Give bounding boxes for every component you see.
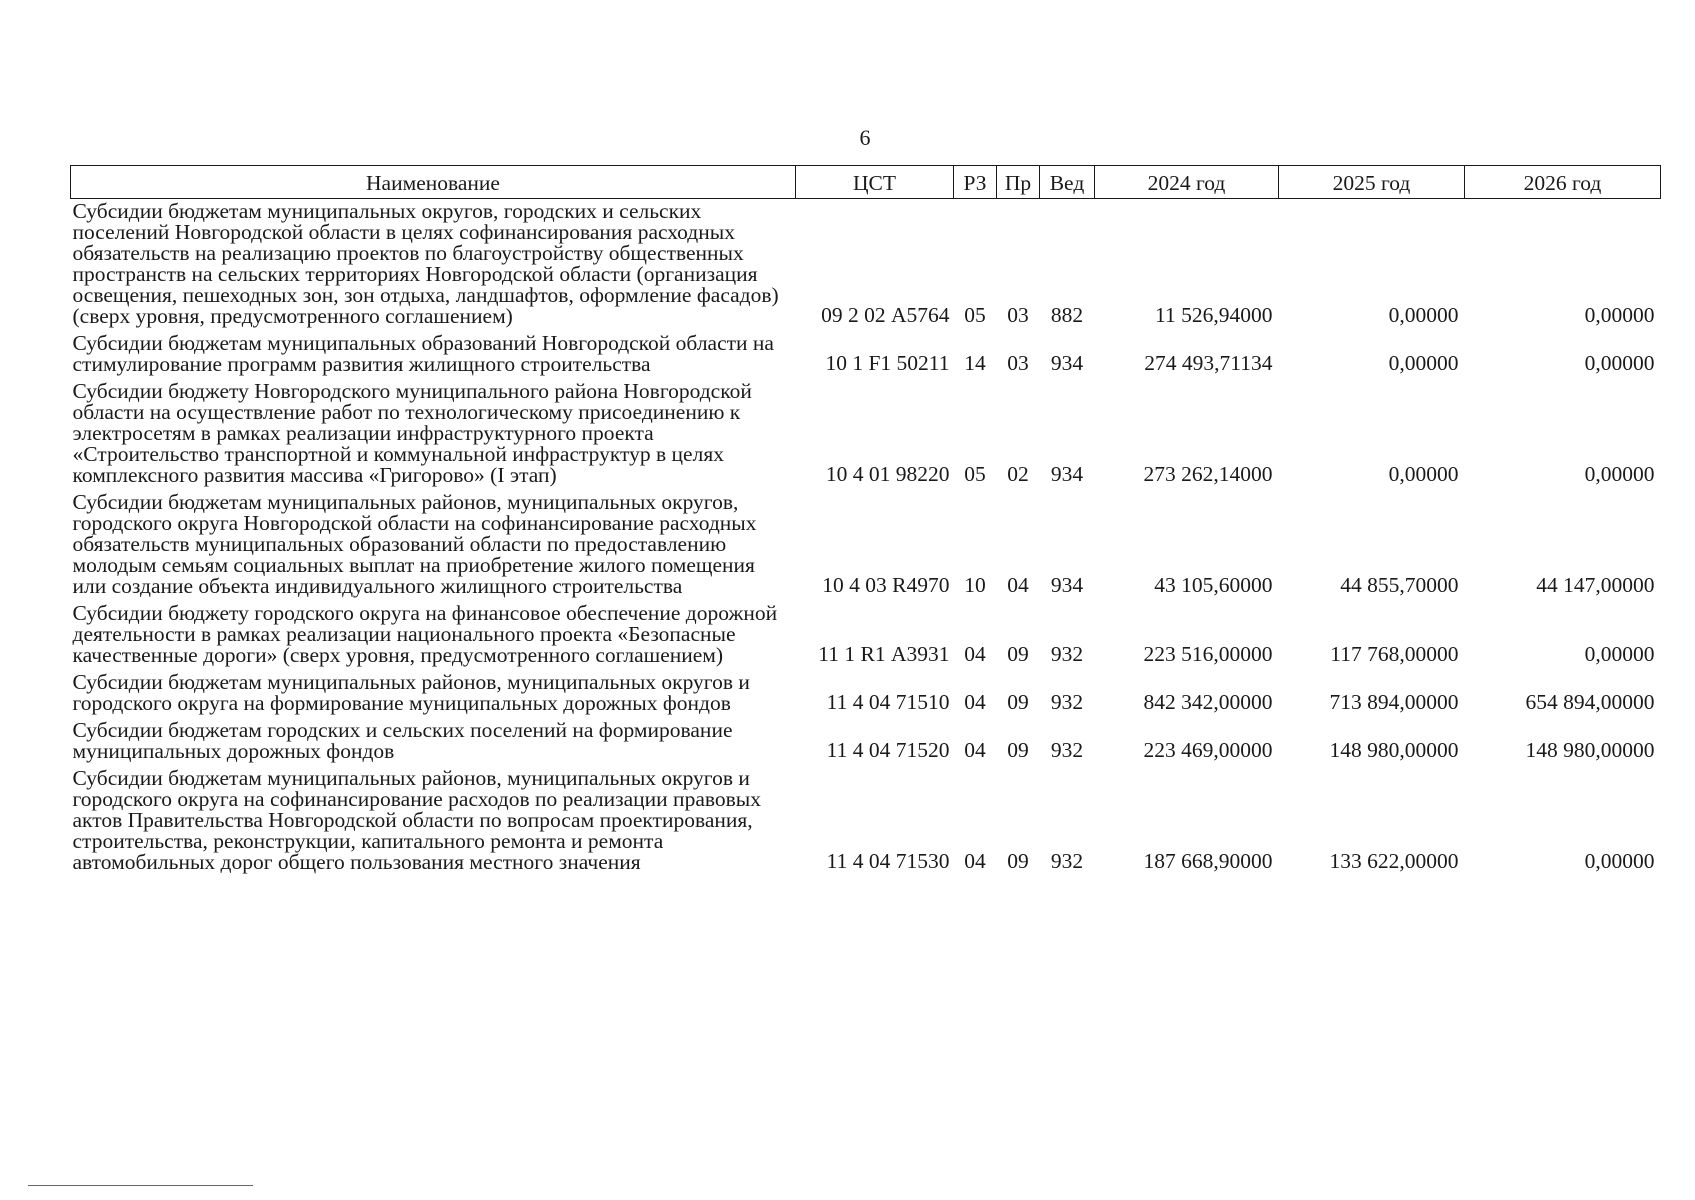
row-2026: 44 147,00000 — [1536, 573, 1655, 597]
row-rz: 14 — [964, 351, 986, 375]
row-name: Субсидии бюджетам муниципальных образований Новгородской области на стимулирование программ развития жилищного строительства — [72, 331, 774, 376]
row-2026: 0,00000 — [1584, 462, 1655, 486]
header-2025: 2025 год — [1279, 166, 1465, 199]
row-2025: 0,00000 — [1388, 351, 1459, 375]
table-body — [71, 199, 1661, 878]
row-ved: 932 — [1050, 642, 1084, 666]
header-pr: Пр — [997, 166, 1040, 199]
row-rz: 04 — [964, 642, 986, 666]
row-pr: 09 — [1007, 738, 1029, 762]
header-row — [71, 166, 1661, 199]
page-number: 6 — [859, 125, 871, 150]
row-rz: 05 — [964, 462, 986, 486]
table-row — [71, 766, 1661, 877]
row-pr: 02 — [1007, 462, 1029, 486]
table-row — [71, 199, 1661, 332]
table-row — [71, 379, 1661, 490]
row-name: Субсидии бюджетам муниципальных районов, муниципальных округов и городского округа на формирование муниципальных дорожных фондов — [72, 670, 750, 715]
row-rz: 04 — [964, 738, 986, 762]
budget-table-container — [70, 165, 1660, 877]
row-2026: 148 980,00000 — [1525, 738, 1655, 762]
row-pr: 03 — [1007, 303, 1029, 327]
row-cst: 11 4 04 71520 — [826, 738, 950, 762]
row-2024: 187 668,90000 — [1143, 849, 1273, 873]
row-2024: 274 493,71134 — [1144, 351, 1273, 375]
row-name: Субсидии бюджету городского округа на финансовое обеспечение дорожной деятельности в рамках реализации национального проекта «Безопасные качественные дороги» (сверх уровня, предусмотренного соглашением) — [72, 601, 778, 667]
budget-table — [70, 165, 1661, 877]
row-pr: 09 — [1007, 690, 1029, 714]
row-2025: 0,00000 — [1388, 303, 1459, 327]
table-header — [71, 166, 1661, 199]
table-row — [71, 490, 1661, 601]
row-2026: 0,00000 — [1584, 303, 1655, 327]
row-2024: 842 342,00000 — [1143, 690, 1273, 714]
row-ved: 932 — [1050, 849, 1084, 873]
header-name: Наименование — [71, 166, 796, 199]
row-2024: 223 469,00000 — [1143, 738, 1273, 762]
row-name: Субсидии бюджетам муниципальных округов, городских и сельских поселений Новгородской области в целях софинансирования расходных обязательств на реализацию проектов по благоустройству общественных пространств на сельских территориях Новгородской области (организация освещения, пешеходных зон, зон отдыха, ландшафтов, оформление фасадов) (сверх уровня, предусмотренного соглашением) — [72, 199, 779, 328]
row-pr: 09 — [1007, 642, 1029, 666]
table-row — [71, 718, 1661, 766]
row-pr: 04 — [1007, 573, 1029, 597]
row-2025: 713 894,00000 — [1329, 690, 1459, 714]
row-2024: 43 105,60000 — [1154, 573, 1273, 597]
row-ved: 934 — [1050, 462, 1084, 486]
header-cst: ЦСТ — [796, 166, 954, 199]
row-2026: 0,00000 — [1584, 351, 1655, 375]
table-row — [71, 331, 1661, 379]
row-rz: 04 — [964, 690, 986, 714]
row-name: Субсидии бюджетам муниципальных районов, муниципальных округов, городского округа Новгородской области на софинансирование расходных обязательств муниципальных образований области по предоставлению молодым семьям социальных выплат на приобретение жилого помещения или создание объекта индивидуального жилищного строительства — [72, 490, 757, 598]
table-row — [71, 601, 1661, 670]
row-2025: 148 980,00000 — [1329, 738, 1459, 762]
row-2025: 0,00000 — [1388, 462, 1459, 486]
row-2026: 0,00000 — [1584, 849, 1655, 873]
row-2026: 0,00000 — [1584, 642, 1655, 666]
row-cst: 10 4 01 98220 — [825, 462, 950, 486]
row-name: Субсидии бюджетам муниципальных районов, муниципальных округов и городского округа на софинансирование расходов по реализации правовых актов Правительства Новгородской области по вопросам проектирования, строительства, реконструкции, капитального ремонта и ремонта автомобильных дорог общего пользования местного значения — [72, 766, 761, 874]
row-cst: 11 4 04 71510 — [826, 690, 950, 714]
row-cst: 10 4 03 R4970 — [822, 573, 950, 597]
row-name: Субсидии бюджету Новгородского муниципального района Новгородской области на осуществление работ по технологическому присоединению к электросетям в рамках реализации инфраструктурного проекта «Строительство транспортной и коммунальной инфраструктур в целях комплексного развития массива «Григорово» (I этап) — [72, 379, 752, 487]
row-ved: 934 — [1050, 573, 1084, 597]
table-row — [71, 670, 1661, 718]
row-ved: 934 — [1050, 351, 1084, 375]
row-2025: 44 855,70000 — [1340, 573, 1459, 597]
header-rz: РЗ — [954, 166, 997, 199]
row-pr: 09 — [1007, 849, 1029, 873]
row-2024: 223 516,00000 — [1143, 642, 1273, 666]
row-rz: 05 — [964, 303, 986, 327]
row-cst: 10 1 F1 50211 — [825, 351, 950, 375]
row-cst: 11 4 04 71530 — [826, 849, 950, 873]
row-2024: 11 526,94000 — [1155, 303, 1273, 327]
row-2025: 133 622,00000 — [1329, 849, 1459, 873]
row-ved: 882 — [1050, 303, 1084, 327]
row-cst: 11 1 R1 А3931 — [818, 642, 950, 666]
header-2026: 2026 год — [1465, 166, 1661, 199]
header-ved: Вед — [1040, 166, 1095, 199]
footer-rule — [28, 1185, 253, 1186]
row-2026: 654 894,00000 — [1525, 690, 1655, 714]
row-2025: 117 768,00000 — [1330, 642, 1459, 666]
row-cst: 09 2 02 А5764 — [821, 303, 950, 327]
row-name: Субсидии бюджетам городских и сельских поселений на формирование муниципальных дорожных фондов — [72, 718, 733, 763]
row-pr: 03 — [1007, 351, 1029, 375]
row-ved: 932 — [1050, 738, 1084, 762]
row-2024: 273 262,14000 — [1143, 462, 1273, 486]
row-rz: 10 — [964, 573, 986, 597]
row-rz: 04 — [964, 849, 986, 873]
row-ved: 932 — [1050, 690, 1084, 714]
header-2024: 2024 год — [1095, 166, 1279, 199]
